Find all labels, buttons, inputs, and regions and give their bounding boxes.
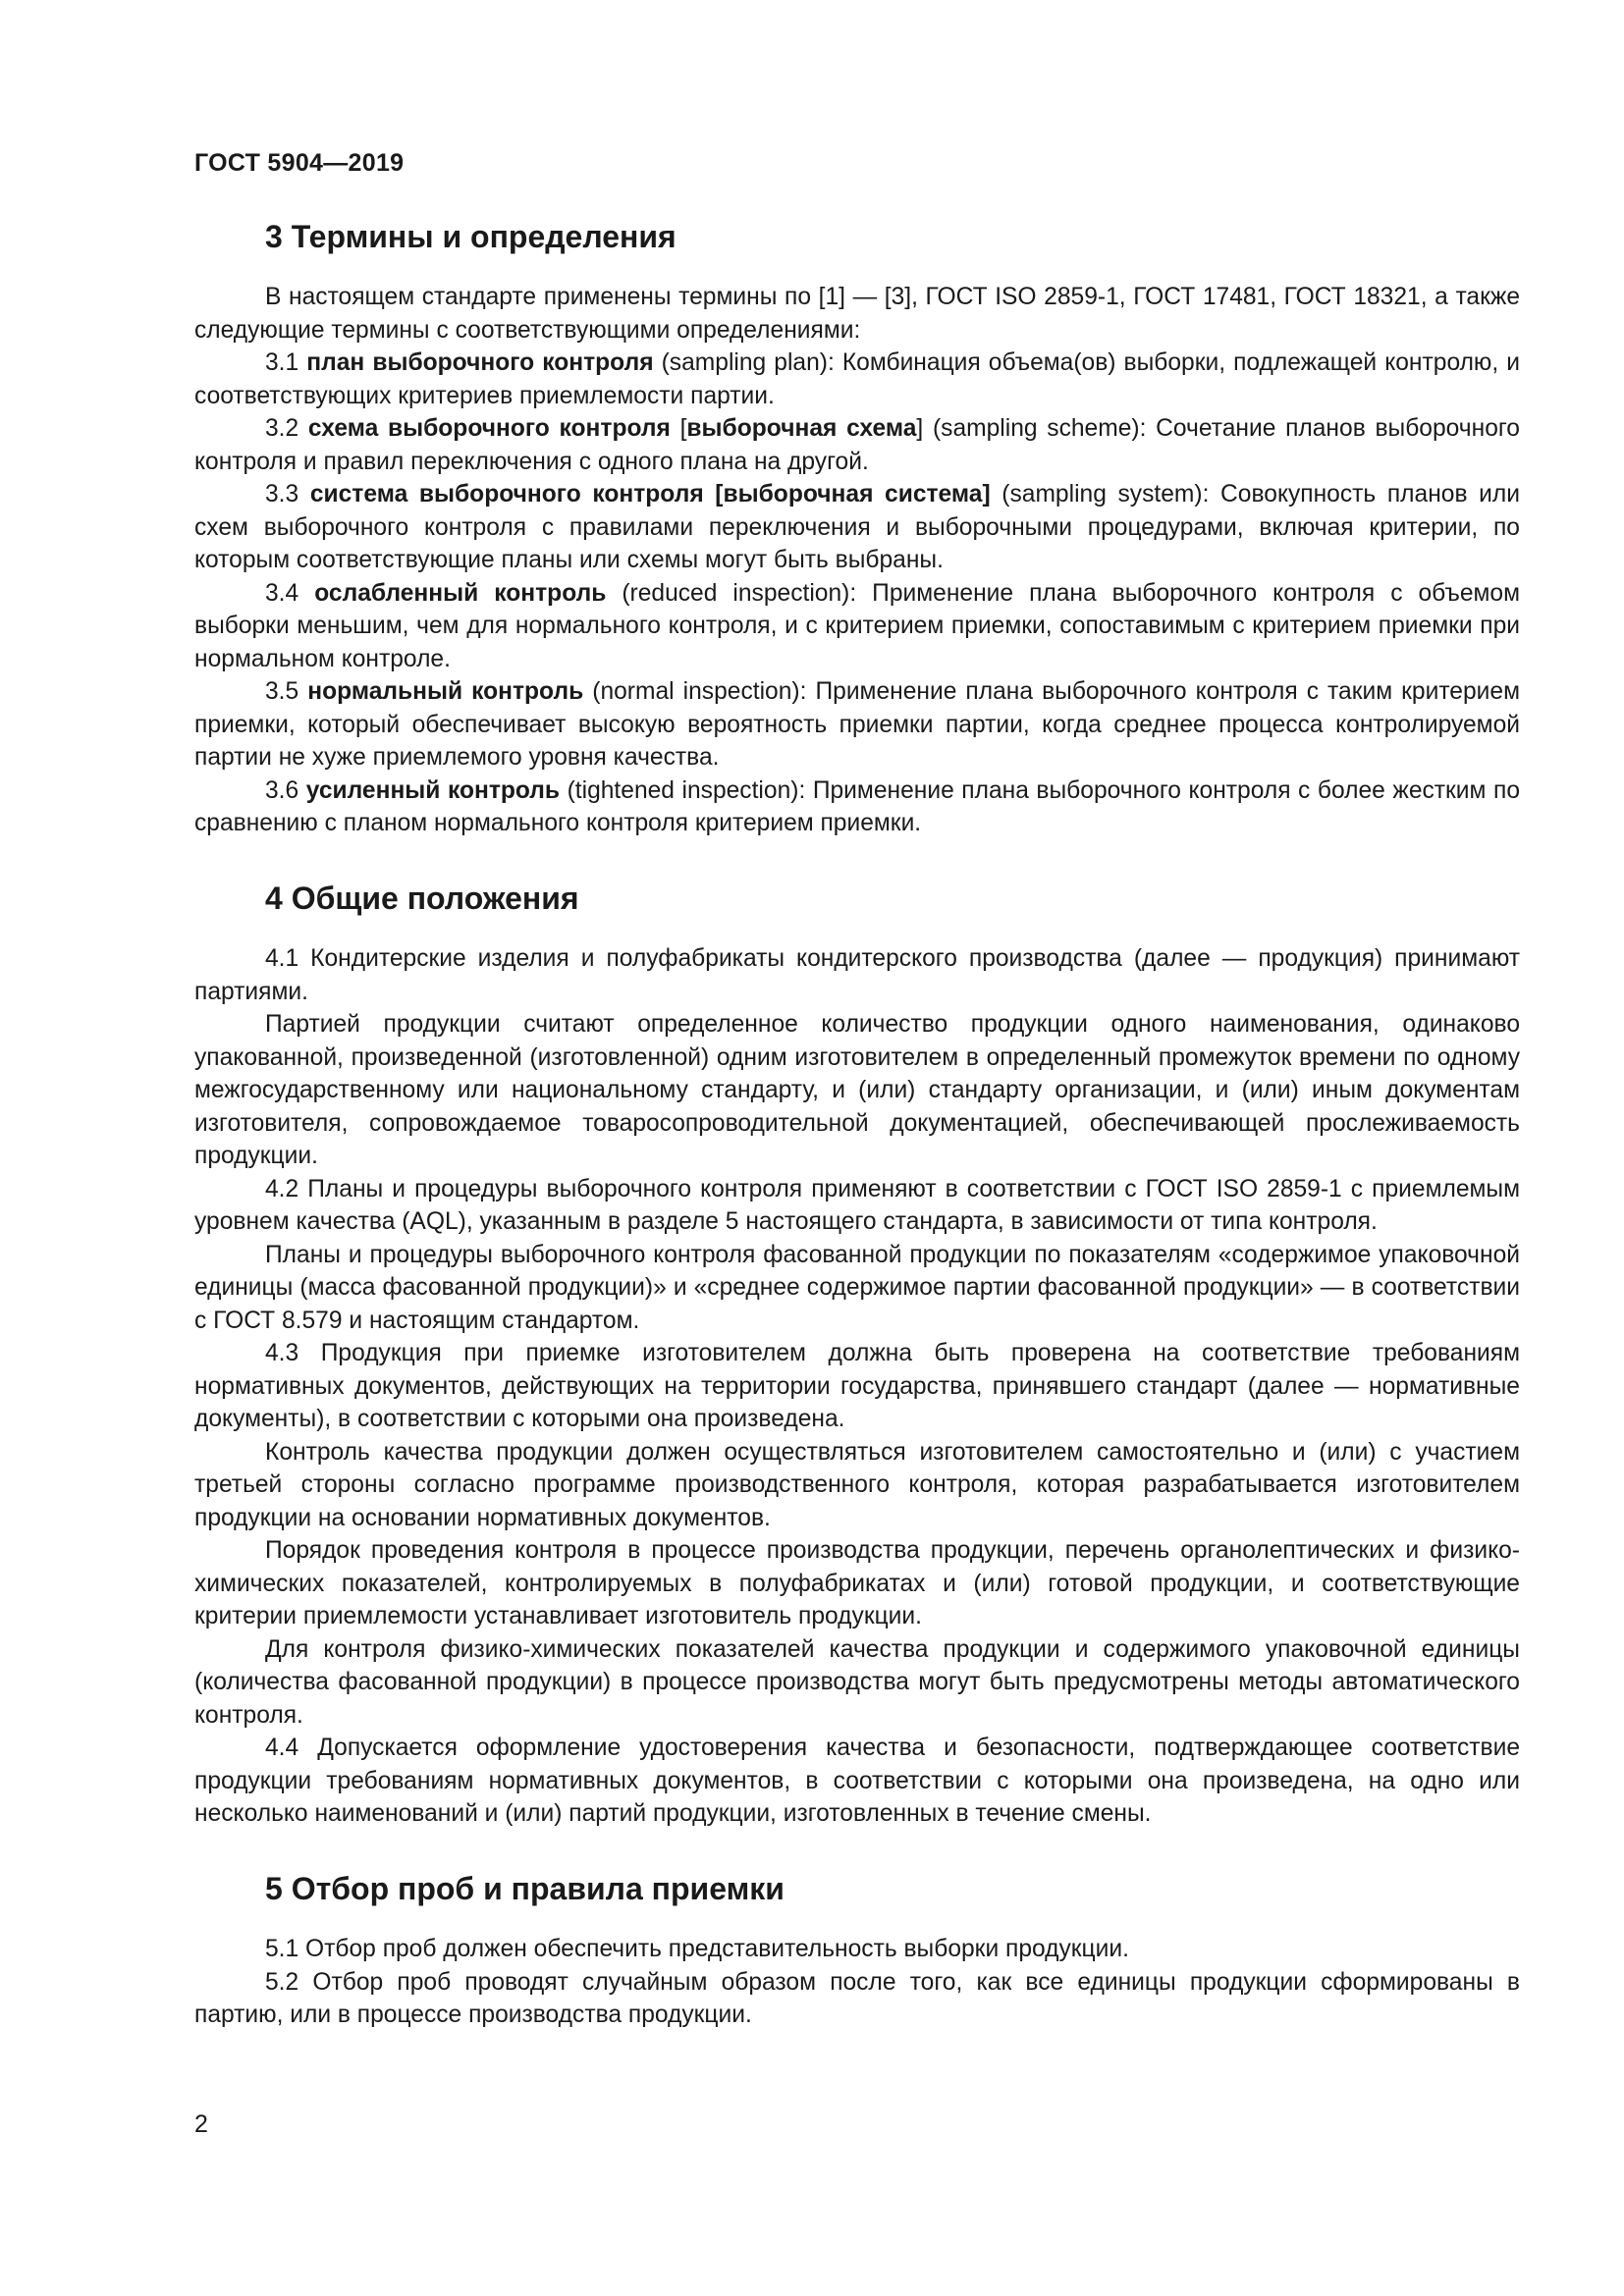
paragraph-5-2: 5.2 Отбор проб проводят случайным образом после того, как все единицы продукции сформированы в партию, или в процессе производства продукции.	[194, 1968, 1520, 2029]
term-3-1: 3.1 план выборочного контроля (sampling plan): Комбинация объема(ов) выборки, подлежащей контролю, и соответствующих критериев приемлемости партии.	[194, 349, 1520, 409]
paragraph-4-1-lot-definition: Партией продукции считают определенное количество продукции одного наименования, одинаково упакованной, произведенной (изготовленной) одним изготовителем в определенный промежуток времени по одному межгосударственному или национальному стандарту, и (или) стандарту организации, и (или) иным документам изготовителя, сопровождаемое товаросопроводительной документацией, обеспечивающей прослеживаемость продукции.	[194, 1011, 1520, 1170]
term-3-3: 3.3 система выборочного контроля [выборочная система] (sampling system): Совокупность планов или схем выборочного контроля с правилами переключения и выборочными процедурами, включая критерии, по которым соответствующие планы или схемы могут быть выбраны.	[194, 481, 1520, 574]
page-content	[194, 218, 1520, 2032]
term-name: схема выборочного контроля	[307, 415, 671, 443]
section-4-title: 4 Общие положения	[265, 880, 579, 916]
term-3-2: 3.2 схема выборочного контроля [выборочная схема] (sampling scheme): Сочетание планов выборочного контроля и правил переключения с одного плана на другой.	[194, 415, 1520, 475]
section-3-intro: В настоящем стандарте применены термины по [1] — [3], ГОСТ ISO 2859-1, ГОСТ 17481, ГОСТ 18321, а также следующие термины с соответствующими определениями:	[194, 284, 1520, 344]
term-name: ослабленный контроль	[314, 579, 607, 607]
paragraph-4-3-automatic-control: Для контроля физико-химических показателей качества продукции и содержимого упаковочной единицы (количества фасованной продукции) в процессе производства могут быть предусмотрены методы автоматического контроля.	[194, 1635, 1520, 1729]
term-name: план выборочного контроля	[306, 349, 654, 377]
paragraph-4-3-procedure: Порядок проведения контроля в процессе производства продукции, перечень органолептических и физико-химических показателей, контролируемых в полуфабрикатах и (или) готовой продукции, и соответствующие критерии приемлемости устанавливает изготовитель продукции.	[194, 1537, 1520, 1630]
section-3-title: 3 Термины и определения	[265, 219, 677, 254]
term-name: усиленный контроль	[305, 776, 561, 804]
paragraph-4-3-quality-control: Контроль качества продукции должен осуществляться изготовителем самостоятельно и (или) с участием третьей стороны согласно программе производственного контроля, которая разрабатывается изготовителем продукции на основании нормативных документов.	[194, 1438, 1520, 1531]
paragraph-4-1: 4.1 Кондитерские изделия и полуфабрикаты кондитерского производства (далее — продукция) принимают партиями.	[194, 945, 1520, 1005]
paragraph-4-2: 4.2 Планы и процедуры выборочного контроля применяют в соответствии с ГОСТ ISO 2859-1 с приемлемым уровнем качества (AQL), указанным в разделе 5 настоящего стандарта, в зависимости от типа контроля.	[194, 1175, 1520, 1236]
paragraph-5-1: 5.1 Отбор проб должен обеспечить представительность выборки продукции.	[265, 1936, 1129, 1963]
document-id-header: ГОСТ 5904—2019	[194, 149, 405, 177]
paragraph-4-4: 4.4 Допускается оформление удостоверения качества и безопасности, подтверждающее соответствие продукции требованиям нормативных документов, в соответствии с которыми она произведена, на одно или несколько наименований и (или) партий продукции, изготовленных в течение смены.	[194, 1735, 1520, 1828]
term-3-5: 3.5 нормальный контроль (normal inspection): Применение плана выборочного контроля с таким критерием приемки, который обеспечивает высокую вероятность приемки партии, когда среднее процесса контролируемой партии не хуже приемлемого уровня качества.	[194, 678, 1520, 772]
section-5-title: 5 Отбор проб и правила приемки	[265, 1870, 785, 1906]
term-name: система выборочного контроля [выборочная система]	[309, 481, 991, 508]
paragraph-4-3: 4.3 Продукция при приемке изготовителем должна быть проверена на соответствие требованиям нормативных документов, действующих на территории государства, принявшего стандарт (далее — нормативные документы), в соответствии с которыми она произведена.	[194, 1340, 1520, 1433]
term-3-4: 3.4 ослабленный контроль (reduced inspection): Применение плана выборочного контроля с объемом выборки меньшим, чем для нормального контроля, и с критерием приемки, сопоставимым с критерием приемки при нормальном контроле.	[194, 579, 1520, 672]
term-alt-name: выборочная схема	[686, 415, 917, 443]
paragraph-4-2-packaged: Планы и процедуры выборочного контроля фасованной продукции по показателям «содержимое упаковочной единицы (масса фасованной продукции)» и «среднее содержимое партии фасованной продукции» — в соответствии с ГОСТ 8.579 и настоящим стандартом.	[194, 1241, 1520, 1334]
term-3-6: 3.6 усиленный контроль (tightened inspection): Применение плана выборочного контроля с более жестким по сравнению с планом нормального контроля критерием приемки.	[194, 776, 1520, 837]
page-number: 2	[194, 2110, 208, 2138]
term-name: нормальный контроль	[307, 678, 584, 706]
